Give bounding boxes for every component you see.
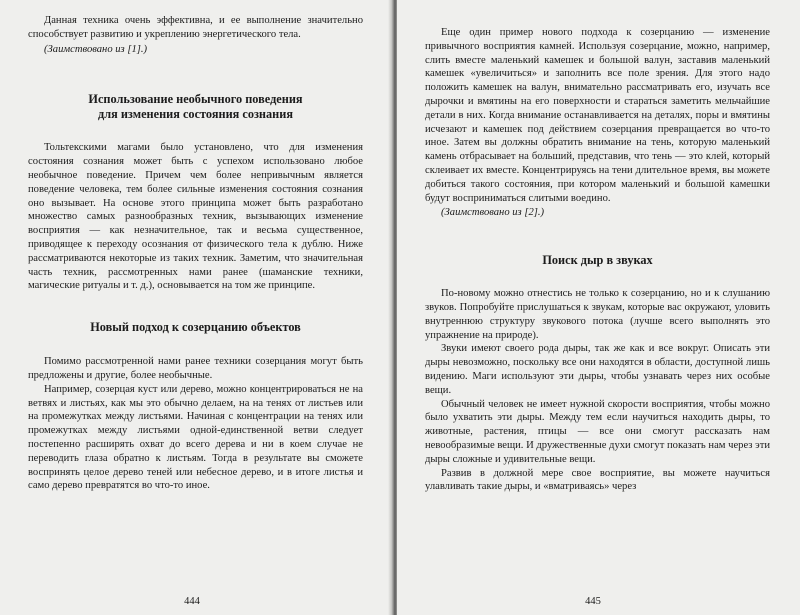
left-page-text — [28, 14, 363, 493]
body-paragraph: Помимо рассмотренной нами ранее техники созерцания могут быть предложены и другие, более необычные. — [28, 356, 363, 381]
body-paragraph: Звуки имеют своего рода дыры, так же как и все вокруг. Описать эти дыры невозможно, поскольку все они находятся в области, доступной лишь видению. Маги используют эти дыры, чтобы узнавать через них особые вещи. — [425, 343, 770, 396]
right-page-text — [425, 26, 770, 494]
body-paragraph: По-новому можно отнестись не только к созерцанию, но и к слушанию звуков. Попробуйте прислушаться к звукам, которые вас окружают, уловить внутреннюю структуру звукового потока (лучше всего выполнять это упражнение на природе). — [425, 288, 770, 341]
heading-line: Использование необычного поведения — [88, 92, 303, 107]
citation: (Заимствовано из [1].) — [44, 43, 148, 55]
body-paragraph: Например, созерцая куст или дерево, можно концентрироваться не на ветвях и листьях, как мы это обычно делаем, на на тенях от листьев или на промежутках между листьями. Начиная с концентрации на тенях или промежутках между листьями одной-единственной ветви следует постепенно расширять охват до всего дерева и ни в коем случае не переводить глаза обратно к листьям. Тогда в результате вы сможете воспринять целое дерево теней или небесное дерево, и в итоге листья и само дерево превратятся во что-то иное. — [28, 383, 363, 492]
body-paragraph: Еще один пример нового подхода к созерцанию — изменение привычного восприятия камней. Используя созерцание, можно, например, слить вместе маленький камешек и большой валун, заставив маленький камешек «увеличиться» и заполнить все поле зрения. Для этого надо положить камешек на валун, внимательно рассматривать его, изучать все дырочки и вмятины на его поверхности и стараться заметить мельчайшие детали в них. Когда внимание останавливается на деталях, поры и вмятины исчезают и камешек под действием созерцания превращается во что-то иное. Затем вы должны обратить внимание на тень, которую маленький камень отбрасывает на больший, представив, что тень — это клей, который склеивает их вместе. Концентрируясь на тени длительное время, вы можете добиться такого состояния, при котором маленький и большой камешки будут восприниматься слитыми воедино. — [425, 27, 770, 204]
heading-line: для изменения состояния сознания — [98, 107, 293, 122]
body-paragraph: Развив в должной мере свое восприятие, вы можете научиться улавливать такие дыры, и «вматриваясь» через — [425, 467, 770, 493]
right-page — [397, 0, 800, 615]
page-number: 444 — [184, 596, 200, 607]
citation: (Заимствовано из [2].) — [441, 207, 545, 219]
intro-paragraph: Данная техника очень эффективна, и ее выполнение значительно способствует развитию и укреплению энергетического тела. — [28, 15, 363, 40]
section-heading-sound-holes — [425, 253, 770, 268]
body-paragraph: Тольтекскими магами было установлено, что для изменения состояния сознания может быть с успехом использовано любое необычное поведение. Причем чем более непривычным является поведение человека, тем более сильные изменения состояния сознания оно вызывает. На основе этого принципа может быть разработано множество самых разнообразных техник, вызывающих изменение восприятия — как незначительное, так и весьма существенное, приводящее к переходу осознания от физического тела к дублю. Ниже рассматриваются некоторые из таких техник. Заметим, что значительная часть техник, рассмотренных нами ранее (шаманские техники, магические ритуалы и т. д.), основывается на том же принципе. — [28, 142, 363, 292]
section-heading-unusual-behavior — [28, 92, 363, 122]
heading-line: Новый подход к созерцанию объектов — [90, 320, 301, 335]
section-heading-contemplation — [28, 320, 363, 335]
body-paragraph: Обычный человек не имеет нужной скорости восприятия, чтобы можно было ухватить эти дыры. Между тем если научиться находить дыры, то животные, растения, птицы — все они смогут рассказать нам невообразимые вещи. И дружественные духи смогут показать нам через эти дыры сложные и удивительные вещи. — [425, 398, 770, 465]
heading-line: Поиск дыр в звуках — [542, 253, 653, 268]
page-number: 445 — [585, 596, 601, 607]
left-page — [0, 0, 393, 615]
